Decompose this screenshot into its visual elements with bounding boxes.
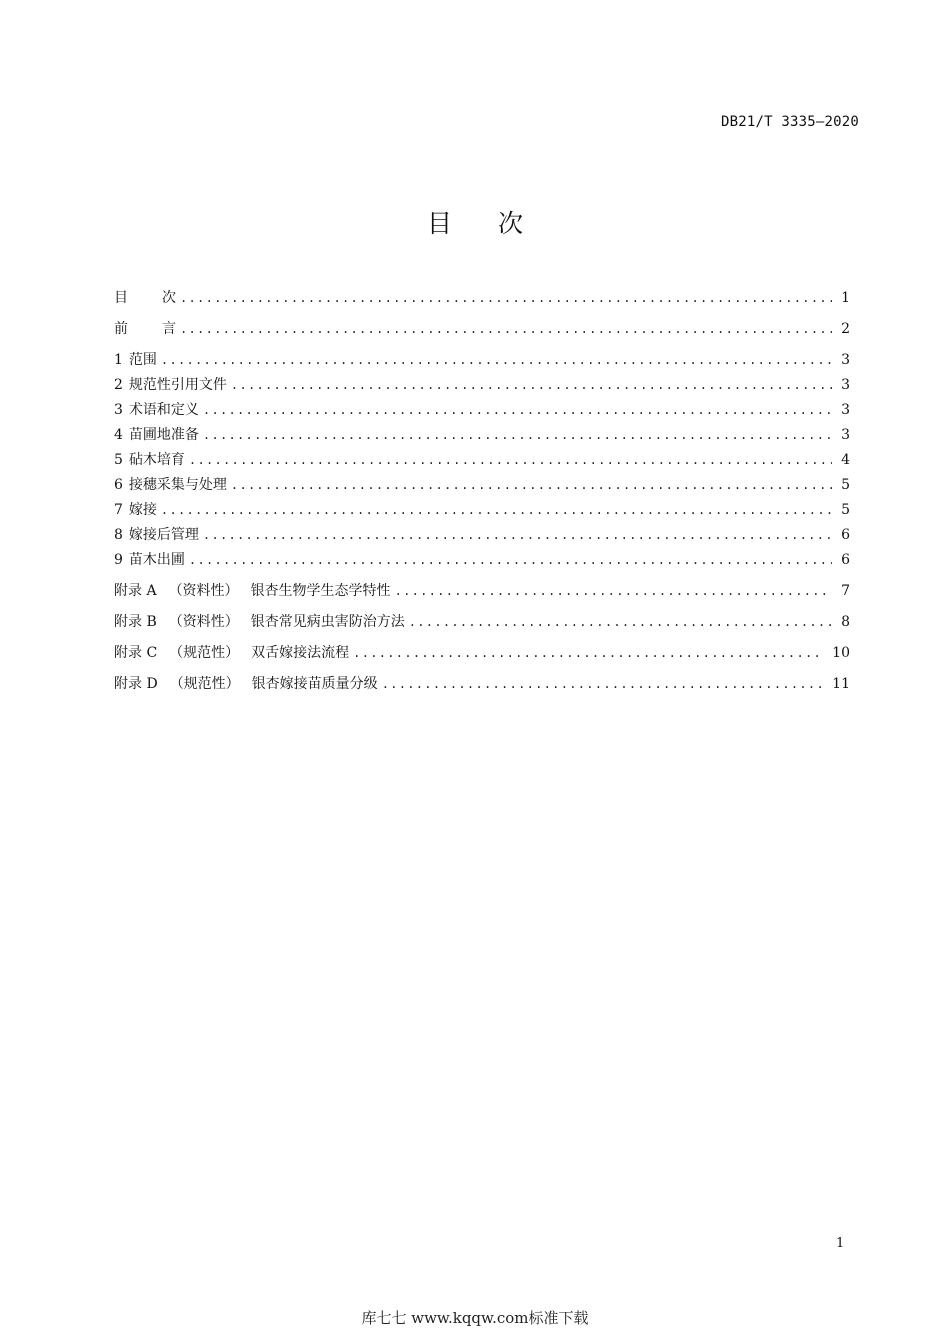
toc-entry-label: 6 接穗采集与处理 (114, 477, 227, 493)
toc-page-number: 3 (841, 402, 850, 418)
toc-entry-section-5[interactable] (114, 449, 850, 471)
toc-entry-section-2[interactable] (114, 374, 850, 396)
toc-dot-leader (189, 449, 832, 471)
toc-entry-label: 1 范围 (114, 352, 157, 368)
toc-entry-appendix-c[interactable] (114, 642, 850, 664)
toc-dot-leader (409, 611, 832, 633)
toc-entry-appendix-d[interactable] (114, 673, 850, 695)
toc-entry-label: 附录 B （资料性） 银杏常见病虫害防治方法 (114, 614, 405, 630)
toc-page-number: 10 (832, 645, 850, 661)
toc-dot-leader (203, 399, 832, 421)
toc-page-number: 5 (841, 477, 850, 493)
toc-dot-leader (231, 374, 832, 396)
toc-entry-section-6[interactable] (114, 474, 850, 496)
toc-dot-leader (161, 499, 832, 521)
toc-page-number: 8 (841, 614, 850, 630)
toc-dot-leader (180, 318, 832, 340)
toc-dot-leader (203, 524, 832, 546)
toc-entry-section-7[interactable] (114, 499, 850, 521)
toc-page-number: 3 (841, 352, 850, 368)
toc-page-number: 1 (841, 290, 850, 306)
toc-entry-label: 4 苗圃地准备 (114, 427, 199, 443)
toc-page-number: 11 (832, 676, 850, 692)
toc-dot-leader (189, 549, 832, 571)
toc-page-number: 2 (841, 321, 850, 337)
page-title (0, 204, 950, 240)
toc-entry-label: 7 嫁接 (114, 502, 157, 518)
toc-entry-foreword[interactable] (114, 318, 850, 340)
toc-dot-leader (161, 349, 832, 371)
toc-entry-appendix-a[interactable] (114, 580, 850, 602)
toc-entry-label: 9 苗木出圃 (114, 552, 185, 568)
toc-entry-section-1[interactable] (114, 349, 850, 371)
toc-page-number: 7 (841, 583, 850, 599)
toc-entry-label: 5 砧木培育 (114, 452, 185, 468)
toc-page-number: 5 (841, 502, 850, 518)
page-number: 1 (836, 1236, 845, 1251)
toc-entry-section-4[interactable] (114, 424, 850, 446)
toc-page-number: 3 (841, 427, 850, 443)
toc-dot-leader (395, 580, 832, 602)
toc-entry-section-9[interactable] (114, 549, 850, 571)
toc-page-number: 3 (841, 377, 850, 393)
toc-entry-label: 附录 C （规范性） 双舌嫁接法流程 (114, 645, 350, 661)
toc-page-number: 4 (841, 452, 850, 468)
toc-page-number: 6 (841, 552, 850, 568)
toc-entry-appendix-b[interactable] (114, 611, 850, 633)
toc-entry-label: 附录 D （规范性） 银杏嫁接苗质量分级 (114, 676, 378, 692)
toc-entry-section-8[interactable] (114, 524, 850, 546)
toc-dot-leader (353, 642, 824, 664)
page-title-char-2: 次 (498, 209, 524, 238)
toc-entry-section-3[interactable] (114, 399, 850, 421)
toc-dot-leader (180, 287, 832, 309)
toc-entry-label: 目 次 (114, 290, 176, 306)
toc-dot-leader (231, 474, 832, 496)
table-of-contents (114, 287, 850, 695)
toc-entry-label: 2 规范性引用文件 (114, 377, 227, 393)
toc-entry-label: 3 术语和定义 (114, 402, 199, 418)
toc-entry-label: 8 嫁接后管理 (114, 527, 199, 543)
page-title-char-1: 目 (426, 209, 452, 238)
toc-dot-leader (382, 673, 824, 695)
toc-entry-label: 前 言 (114, 321, 176, 337)
footer-watermark: 库七七 www.kqqw.com标准下载 (361, 1309, 589, 1327)
toc-page-number: 6 (841, 527, 850, 543)
toc-dot-leader (203, 424, 832, 446)
toc-entry-label: 附录 A （资料性） 银杏生物学生态学特性 (114, 583, 391, 599)
standard-code: DB21/T 3335—2020 (720, 114, 859, 130)
toc-entry-contents[interactable] (114, 287, 850, 309)
